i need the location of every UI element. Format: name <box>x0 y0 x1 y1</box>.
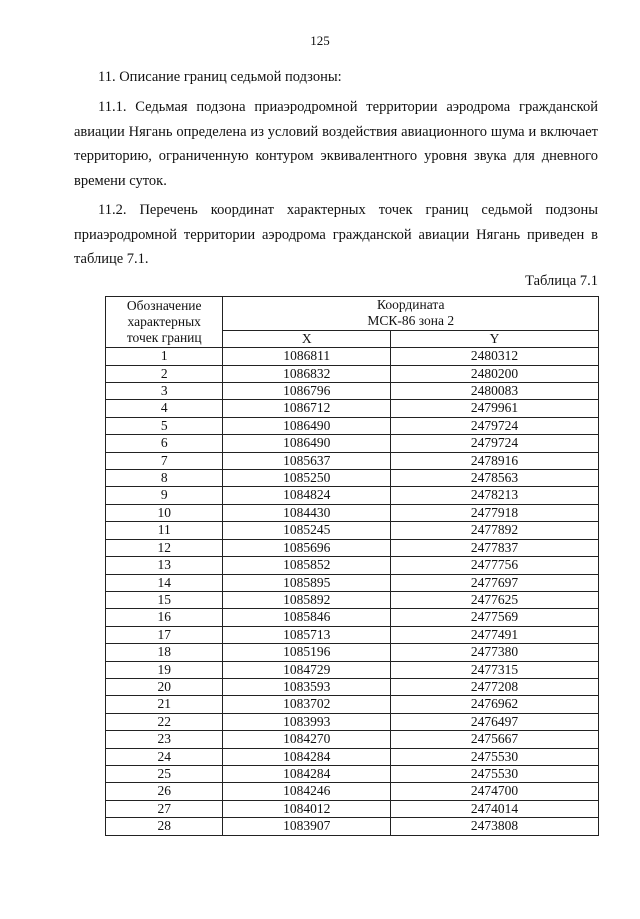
point-number-cell: 13 <box>106 557 223 574</box>
x-coordinate-cell: 1083702 <box>223 696 391 713</box>
point-number-cell: 3 <box>106 383 223 400</box>
table-row <box>106 678 599 695</box>
point-number-cell: 24 <box>106 748 223 765</box>
header-coordinate <box>223 297 599 331</box>
point-number-cell: 15 <box>106 591 223 608</box>
table-row <box>106 417 599 434</box>
point-number-cell: 16 <box>106 609 223 626</box>
x-coordinate-cell: 1084824 <box>223 487 391 504</box>
table-row <box>106 348 599 365</box>
point-number-cell: 25 <box>106 765 223 782</box>
table-caption: Таблица 7.1 <box>525 273 598 289</box>
y-coordinate-cell: 2474014 <box>390 800 598 817</box>
x-coordinate-cell: 1084430 <box>223 504 391 521</box>
y-coordinate-cell: 2479724 <box>390 417 598 434</box>
x-coordinate-cell: 1085196 <box>223 644 391 661</box>
y-coordinate-cell: 2477491 <box>390 626 598 643</box>
x-coordinate-cell: 1086811 <box>223 348 391 365</box>
point-number-cell: 6 <box>106 435 223 452</box>
page-number: 125 <box>310 33 330 48</box>
point-number-cell: 14 <box>106 574 223 591</box>
table-row <box>106 574 599 591</box>
table-row <box>106 644 599 661</box>
y-coordinate-cell: 2475667 <box>390 731 598 748</box>
x-coordinate-cell: 1086490 <box>223 417 391 434</box>
y-coordinate-cell: 2478916 <box>390 452 598 469</box>
y-coordinate-cell: 2477918 <box>390 504 598 521</box>
y-coordinate-cell: 2475530 <box>390 748 598 765</box>
x-coordinate-cell: 1084284 <box>223 748 391 765</box>
x-coordinate-cell: 1084246 <box>223 783 391 800</box>
paragraph-11-1: 11.1. Седьмая подзона приаэродромной территории аэродрома гражданской авиации Нягань определена из условий воздействия авиационного шума и включает территорию, ограниченную контуром эквивалентного уровня звука для дневного времени суток. <box>74 99 598 189</box>
header-coordinate-line: Координата <box>377 297 445 312</box>
table-row <box>106 365 599 382</box>
x-coordinate-cell: 1084284 <box>223 765 391 782</box>
y-coordinate-cell: 2477569 <box>390 609 598 626</box>
x-coordinate-cell: 1086796 <box>223 383 391 400</box>
x-coordinate-cell: 1085895 <box>223 574 391 591</box>
point-number-cell: 9 <box>106 487 223 504</box>
x-coordinate-cell: 1085696 <box>223 539 391 556</box>
table-row <box>106 783 599 800</box>
x-coordinate-cell: 1085846 <box>223 609 391 626</box>
point-number-cell: 20 <box>106 678 223 695</box>
section-heading: 11. Описание границ седьмой подзоны: <box>98 69 342 85</box>
coordinates-table <box>105 296 599 836</box>
x-coordinate-cell: 1085852 <box>223 557 391 574</box>
y-coordinate-cell: 2480312 <box>390 348 598 365</box>
y-coordinate-cell: 2473808 <box>390 818 598 835</box>
table-row <box>106 487 599 504</box>
y-coordinate-cell: 2480083 <box>390 383 598 400</box>
point-number-cell: 27 <box>106 800 223 817</box>
x-coordinate-cell: 1085892 <box>223 591 391 608</box>
y-coordinate-cell: 2477892 <box>390 522 598 539</box>
y-coordinate-cell: 2477625 <box>390 591 598 608</box>
y-coordinate-cell: 2480200 <box>390 365 598 382</box>
table-row <box>106 522 599 539</box>
x-coordinate-cell: 1086832 <box>223 365 391 382</box>
table-row <box>106 435 599 452</box>
x-coordinate-cell: 1084729 <box>223 661 391 678</box>
y-coordinate-cell: 2477697 <box>390 574 598 591</box>
point-number-cell: 2 <box>106 365 223 382</box>
table-body <box>106 348 599 835</box>
table-row <box>106 452 599 469</box>
table-row <box>106 661 599 678</box>
y-coordinate-cell: 2477837 <box>390 539 598 556</box>
header-coordinate-system: МСК-86 зона 2 <box>367 313 455 329</box>
x-coordinate-cell: 1084012 <box>223 800 391 817</box>
y-coordinate-cell: 2477315 <box>390 661 598 678</box>
header-x: X <box>223 330 391 347</box>
x-coordinate-cell: 1085637 <box>223 452 391 469</box>
point-number-cell: 4 <box>106 400 223 417</box>
y-coordinate-cell: 2475530 <box>390 765 598 782</box>
y-coordinate-cell: 2478563 <box>390 470 598 487</box>
point-number-cell: 10 <box>106 504 223 521</box>
header-points <box>106 297 223 348</box>
header-row <box>106 297 599 331</box>
x-coordinate-cell: 1083593 <box>223 678 391 695</box>
table-row <box>106 626 599 643</box>
point-number-cell: 22 <box>106 713 223 730</box>
y-coordinate-cell: 2477208 <box>390 678 598 695</box>
point-number-cell: 1 <box>106 348 223 365</box>
table-row <box>106 696 599 713</box>
point-number-cell: 8 <box>106 470 223 487</box>
header-y: Y <box>390 330 598 347</box>
point-number-cell: 26 <box>106 783 223 800</box>
table-row <box>106 383 599 400</box>
point-number-cell: 12 <box>106 539 223 556</box>
table-row <box>106 470 599 487</box>
y-coordinate-cell: 2476497 <box>390 713 598 730</box>
point-number-cell: 21 <box>106 696 223 713</box>
point-number-cell: 23 <box>106 731 223 748</box>
y-coordinate-cell: 2477756 <box>390 557 598 574</box>
table-row <box>106 557 599 574</box>
point-number-cell: 5 <box>106 417 223 434</box>
table-row <box>106 539 599 556</box>
point-number-cell: 17 <box>106 626 223 643</box>
y-coordinate-cell: 2479961 <box>390 400 598 417</box>
table-row <box>106 731 599 748</box>
header-points-line: точек границ <box>126 330 202 346</box>
y-coordinate-cell: 2474700 <box>390 783 598 800</box>
table-row <box>106 800 599 817</box>
y-coordinate-cell: 2476962 <box>390 696 598 713</box>
point-number-cell: 18 <box>106 644 223 661</box>
table-row <box>106 713 599 730</box>
table-row <box>106 748 599 765</box>
point-number-cell: 28 <box>106 818 223 835</box>
y-coordinate-cell: 2477380 <box>390 644 598 661</box>
point-number-cell: 7 <box>106 452 223 469</box>
table-row <box>106 818 599 835</box>
x-coordinate-cell: 1083907 <box>223 818 391 835</box>
y-coordinate-cell: 2478213 <box>390 487 598 504</box>
table-row <box>106 591 599 608</box>
point-number-cell: 19 <box>106 661 223 678</box>
x-coordinate-cell: 1086712 <box>223 400 391 417</box>
point-number-cell: 11 <box>106 522 223 539</box>
header-points-line: Обозначение <box>126 297 202 313</box>
table-row <box>106 765 599 782</box>
table-header <box>106 297 599 348</box>
paragraph-11-2: 11.2. Перечень координат характерных точек границ седьмой подзоны приаэродромной территории аэродрома гражданской авиации Нягань приведен в таблице 7.1. <box>74 202 598 267</box>
table-row <box>106 400 599 417</box>
y-coordinate-cell: 2479724 <box>390 435 598 452</box>
x-coordinate-cell: 1086490 <box>223 435 391 452</box>
x-coordinate-cell: 1083993 <box>223 713 391 730</box>
x-coordinate-cell: 1085250 <box>223 470 391 487</box>
x-coordinate-cell: 1084270 <box>223 731 391 748</box>
table-row <box>106 609 599 626</box>
x-coordinate-cell: 1085245 <box>223 522 391 539</box>
x-coordinate-cell: 1085713 <box>223 626 391 643</box>
header-points-line: характерных <box>127 313 201 329</box>
table-row <box>106 504 599 521</box>
